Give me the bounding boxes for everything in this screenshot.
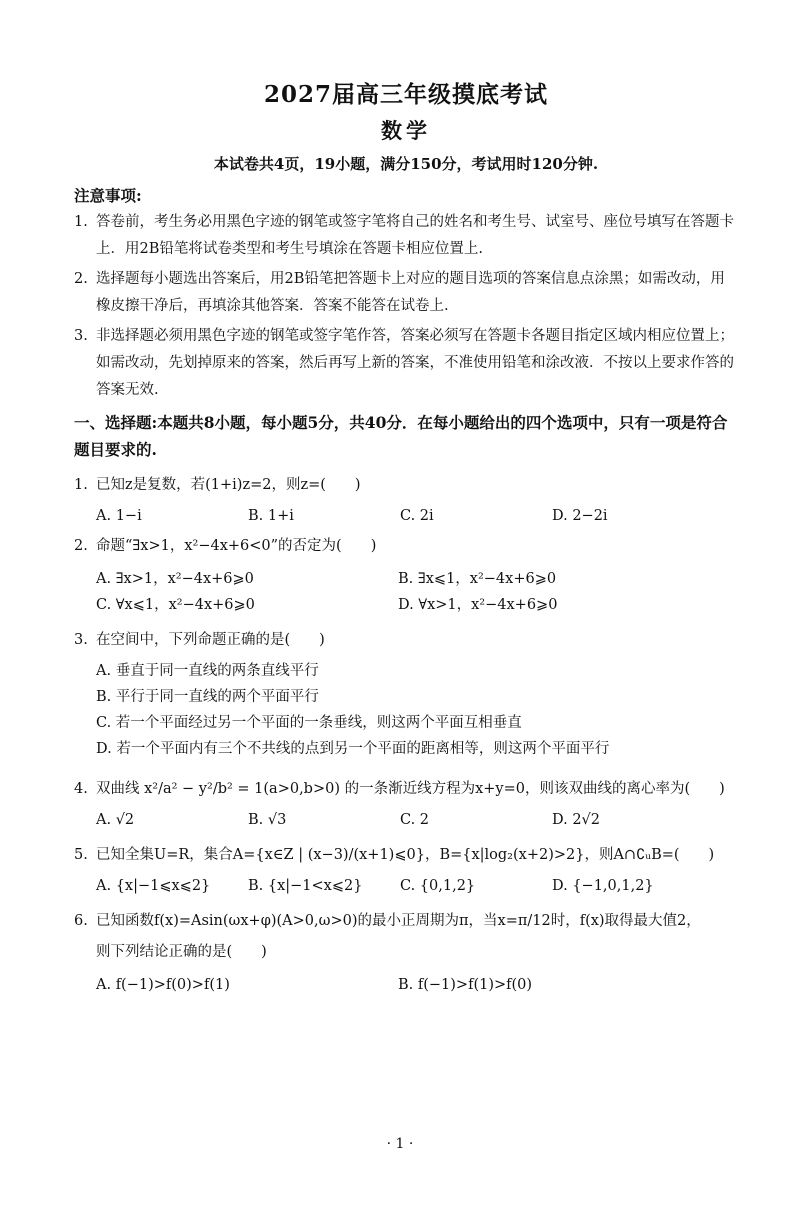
question-6 (74, 908, 738, 935)
notice-text: 选择题每小题选出答案后，用2B铅笔把答题卡上对应的题目选项的答案信息点涂黑；如需改动，用橡皮擦干净后，再填涂其他答案．答案不能答在试卷上. (96, 271, 725, 314)
option-a: A. {x|−1⩽x⩽2} (96, 878, 211, 894)
exam-page (0, 76, 800, 1206)
question-number: 1. (74, 477, 88, 493)
question-stem: 命题“∃x>1，x²−4x+6<0”的否定为( ) (96, 538, 377, 554)
question-3-options (74, 658, 738, 762)
question-stem: 已知z是复数，若(1+i)z=2，则z=( ) (96, 477, 361, 493)
notice-item (74, 266, 738, 320)
notice-number: 2. (74, 271, 88, 287)
section-heading: 一、选择题:本题共8小题，每小题5分，共40分．在每小题给出的四个选项中，只有一项是符合题目要求的. (74, 413, 728, 459)
question-1 (74, 472, 738, 499)
question-number: 3. (74, 632, 88, 648)
option-d: D. 2−2i (552, 508, 608, 524)
page-number: · 1 · (386, 1136, 414, 1152)
question-1-options (74, 508, 738, 524)
question-number: 2. (74, 538, 88, 554)
option-a: A. √2 (96, 812, 135, 828)
option-a: A. 垂直于同一直线的两条直线平行 (96, 663, 319, 679)
question-6-stem-continued: 则下列结论正确的是( ) (96, 944, 267, 960)
question-2 (74, 533, 738, 560)
option-c: C. ∀x⩽1，x²−4x+6⩾0 (96, 597, 255, 613)
option-c: C. {0,1,2} (400, 878, 476, 894)
question-number: 5. (74, 847, 88, 863)
notice-heading: 注意事项: (74, 186, 142, 205)
option-a: A. 1−i (96, 508, 142, 524)
option-d: D. 若一个平面内有三个不共线的点到另一个平面的距离相等，则这两个平面平行 (96, 741, 610, 757)
option-b: B. √3 (248, 812, 287, 828)
option-b: B. f(−1)>f(1)>f(0) (398, 977, 533, 993)
question-stem: 已知全集U=R，集合A={x∈Z | (x−3)/(x+1)⩽0}，B={x|log₂(x+2)>2}，则A∩∁ᵤB=( ) (96, 847, 715, 863)
question-stem: 已知函数f(x)=Asin(ωx+φ)(A>0,ω>0)的最小正周期为π，当x=π/12时，f(x)取得最大值2， (96, 913, 701, 929)
option-c: C. 2 (400, 812, 430, 828)
option-b: B. {x|−1<x⩽2} (248, 878, 363, 894)
question-5 (74, 842, 738, 869)
question-3 (74, 627, 738, 654)
option-b: B. 平行于同一直线的两个平面平行 (96, 689, 319, 705)
notice-item (74, 323, 738, 404)
exam-info: 本试卷共4页，19小题，满分150分，考试用时120分钟. (213, 155, 599, 173)
question-number: 6. (74, 913, 88, 929)
exam-subject: 数学 (381, 118, 431, 143)
option-a: A. f(−1)>f(0)>f(1) (96, 977, 230, 993)
question-5-options (74, 878, 738, 894)
option-d: D. ∀x>1，x²−4x+6⩾0 (398, 597, 558, 613)
option-a: A. ∃x>1，x²−4x+6⩾0 (96, 571, 254, 587)
option-d: D. 2√2 (552, 812, 601, 828)
notice-text: 答卷前，考生务必用黑色字迹的钢笔或签字笔将自己的姓名和考生号、试室号、座位号填写在答题卡上．用2B铅笔将试卷类型和考生号填涂在答题卡相应位置上. (96, 214, 734, 257)
option-c: C. 若一个平面经过另一个平面的一条垂线，则这两个平面互相垂直 (96, 715, 522, 731)
question-number: 4. (74, 781, 88, 797)
exam-title: 2027届高三年级摸底考试 (263, 81, 548, 108)
notice-item (74, 209, 738, 263)
option-b: B. ∃x⩽1，x²−4x+6⩾0 (398, 571, 557, 587)
option-b: B. 1+i (248, 508, 294, 524)
notice-number: 1. (74, 214, 88, 230)
option-d: D. {−1,0,1,2} (552, 878, 654, 894)
question-stem: 在空间中，下列命题正确的是( ) (96, 632, 325, 648)
notice-text: 非选择题必须用黑色字迹的钢笔或签字笔作答，答案必须写在答题卡各题目指定区域内相应位置上；如需改动，先划掉原来的答案，然后再写上新的答案，不准使用铅笔和涂改液．不按以上要求作答的答案无效. (96, 328, 734, 398)
notice-number: 3. (74, 328, 88, 344)
question-4-options (74, 812, 738, 828)
option-c: C. 2i (400, 508, 434, 524)
question-4 (74, 776, 738, 803)
question-6-options (74, 972, 738, 998)
question-2-options (74, 566, 738, 618)
question-stem: 双曲线 x²/a² − y²/b² = 1(a>0,b>0) 的一条渐近线方程为x+y=0，则该双曲线的离心率为( ) (96, 781, 725, 797)
